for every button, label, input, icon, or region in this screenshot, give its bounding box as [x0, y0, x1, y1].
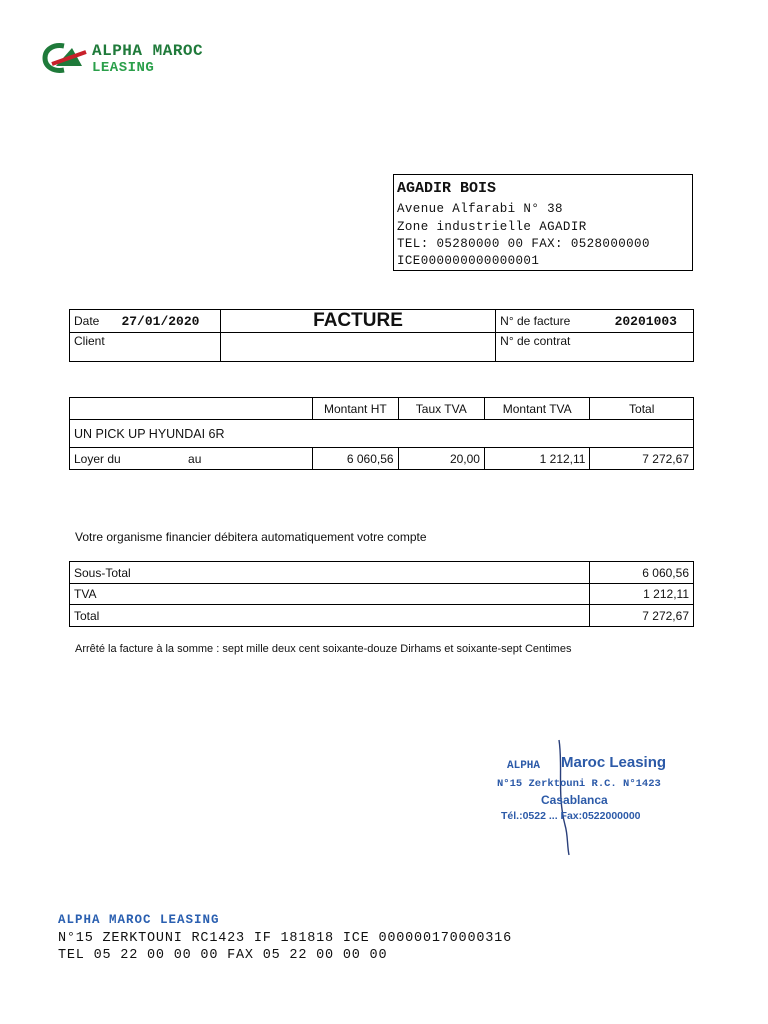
recipient-address-line1: Avenue Alfarabi N° 38	[397, 202, 563, 216]
row-label-cell	[70, 448, 313, 470]
row-taux-tva: 20,00	[398, 448, 484, 470]
table-row	[70, 448, 694, 470]
totals-table	[69, 561, 694, 627]
col-header-taux-tva: Taux TVA	[398, 398, 484, 420]
footer-company-name: ALPHA MAROC LEASING	[58, 913, 220, 927]
total-label: Total	[70, 605, 590, 627]
company-stamp	[495, 740, 685, 860]
row-montant-ht: 6 060,56	[313, 448, 398, 470]
stamp-line2: N°15 Zerktouni R.C. N°1423	[497, 778, 661, 790]
invoice-number-label: N° de facture	[496, 310, 599, 333]
client-value-cell	[220, 333, 495, 362]
date-label: Date	[70, 310, 118, 333]
tva-label: TVA	[70, 584, 590, 605]
table-row	[70, 605, 694, 627]
table-row	[70, 584, 694, 605]
recipient-name: AGADIR BOIS	[397, 180, 497, 197]
amount-in-words: Arrêté la facture à la somme : sept mille deux cent soixante-douze Dirhams et soixante-sept Centimes	[75, 643, 572, 655]
logo-name-line1: ALPHA MAROC	[92, 42, 204, 60]
recipient-ice: ICE000000000000001	[397, 254, 540, 268]
footer-address-line: N°15 ZERKTOUNI RC1423 IF 181818 ICE 000000170000316	[58, 931, 512, 946]
item-title: UN PICK UP HYUNDAI 6R	[70, 420, 694, 448]
col-header-montant-tva: Montant TVA	[484, 398, 590, 420]
recipient-address-box	[393, 174, 693, 271]
client-label: Client	[70, 333, 221, 362]
stamp-line3: Casablanca	[541, 793, 608, 807]
invoice-title: FACTURE	[220, 310, 495, 333]
recipient-phone-fax: TEL: 05280000 00 FAX: 0528000000	[397, 237, 650, 251]
stamp-line4: Tél.:0522 ... Fax:0522000000	[501, 810, 641, 822]
debit-notice: Votre organisme financier débitera automatiquement votre compte	[75, 530, 427, 544]
col-header-montant-ht: Montant HT	[313, 398, 398, 420]
invoice-number-value: 20201003	[599, 310, 694, 333]
total-value: 7 272,67	[590, 605, 694, 627]
row-total: 7 272,67	[590, 448, 694, 470]
row-montant-tva: 1 212,11	[484, 448, 590, 470]
row-label-mid: au	[188, 451, 202, 466]
items-table	[69, 397, 694, 470]
recipient-address-line2: Zone industrielle AGADIR	[397, 220, 587, 234]
tva-value: 1 212,11	[590, 584, 694, 605]
row-label: Loyer du	[74, 451, 121, 466]
subtotal-value: 6 060,56	[590, 562, 694, 584]
contract-label: N° de contrat	[496, 333, 694, 362]
date-value: 27/01/2020	[117, 310, 220, 333]
logo-name-line2: LEASING	[92, 60, 155, 76]
table-row	[70, 562, 694, 584]
subtotal-label: Sous-Total	[70, 562, 590, 584]
logo-mark-icon	[42, 42, 88, 74]
invoice-header-table	[69, 309, 694, 362]
stamp-line1b: Maroc Leasing	[561, 754, 667, 771]
col-header-total: Total	[590, 398, 694, 420]
stamp-line1a: ALPHA	[507, 760, 541, 772]
footer-contact-line: TEL 05 22 00 00 00 FAX 05 22 00 00 00	[58, 948, 388, 963]
company-logo	[42, 40, 242, 80]
col-header-description	[70, 398, 313, 420]
